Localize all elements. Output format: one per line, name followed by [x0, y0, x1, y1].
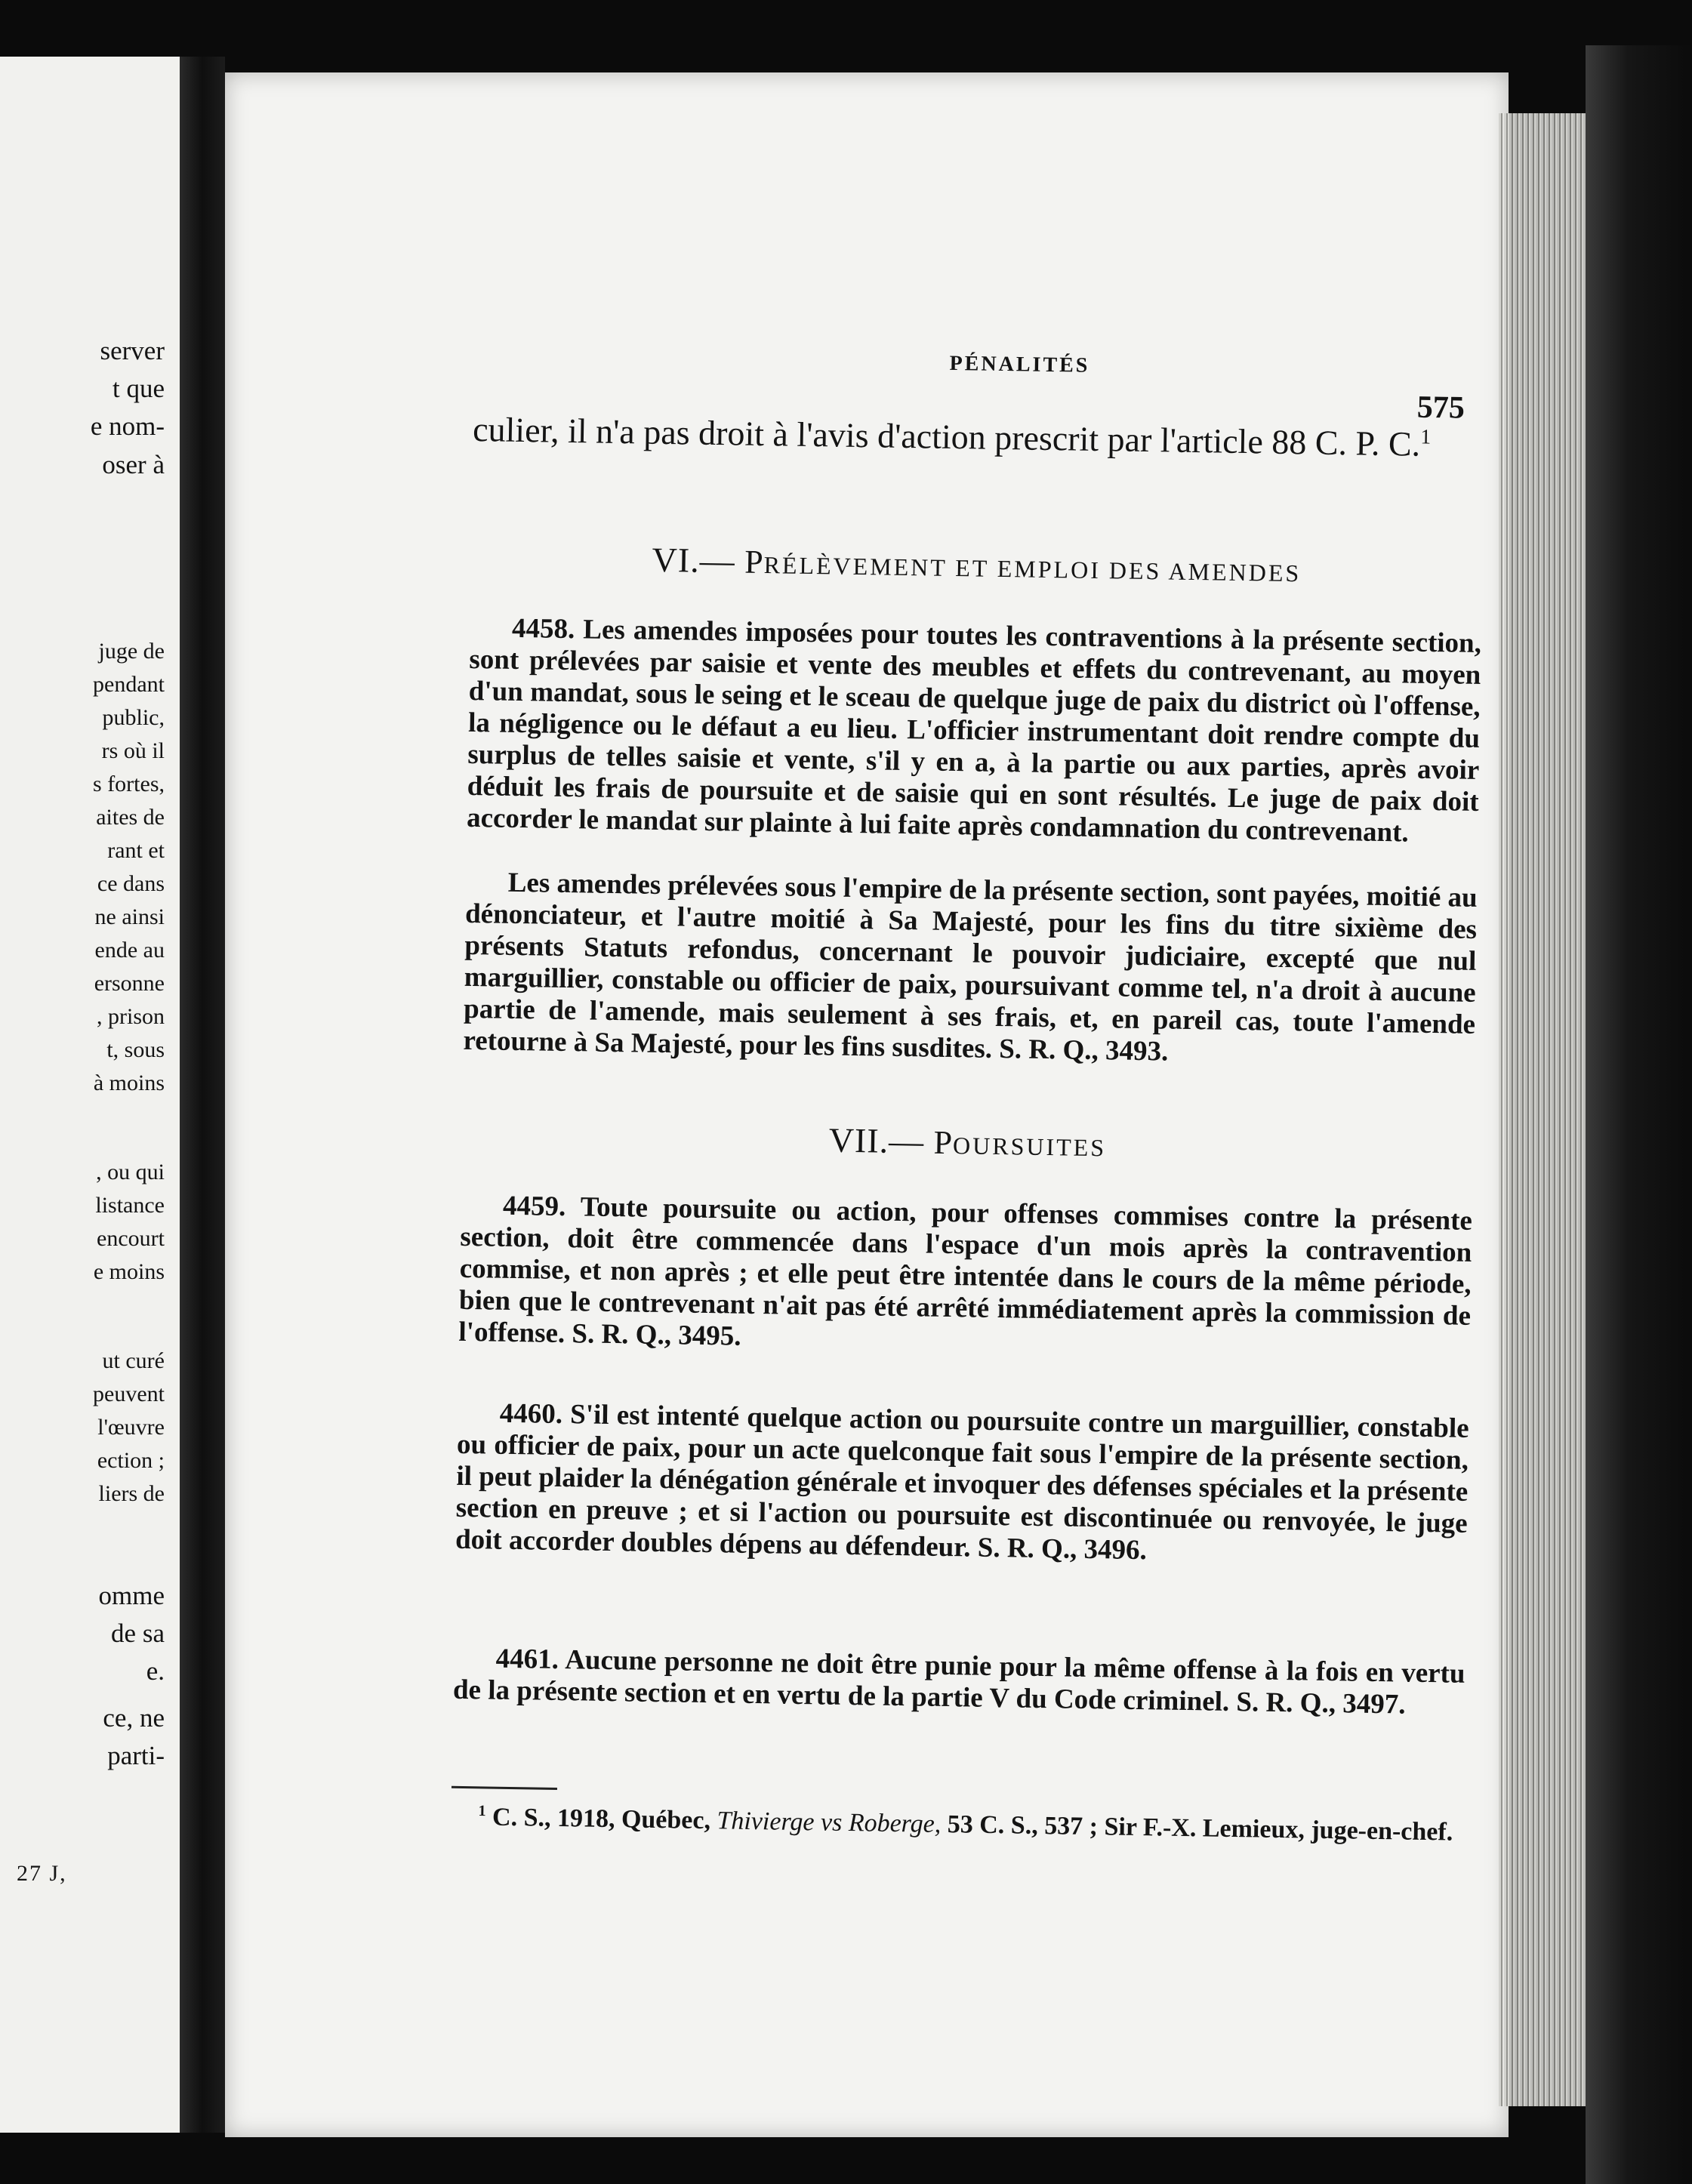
- page-content: [452, 344, 1486, 1847]
- book-page: [225, 72, 1509, 2137]
- article-4460: [455, 1397, 1469, 1572]
- previous-page-line-fragment: t que: [112, 374, 165, 403]
- previous-page-signature: 27 J,: [17, 1861, 67, 1886]
- previous-page-line-fragment: omme: [98, 1581, 165, 1610]
- section-numeral: VII.—: [828, 1120, 925, 1161]
- previous-page-line-fragment: , ou qui: [96, 1160, 165, 1184]
- footnote-marker: 1: [478, 1802, 486, 1820]
- footnote-case-name: Thivierge vs Roberge,: [717, 1807, 942, 1838]
- previous-page-line-fragment: ersonne: [94, 971, 165, 996]
- previous-page-line-fragment: rant et: [107, 838, 165, 863]
- previous-page-line-fragment: liers de: [98, 1481, 165, 1506]
- previous-page-line-fragment: e nom-: [90, 411, 165, 441]
- previous-page-line-fragment: oser à: [102, 450, 165, 479]
- book-gutter: [180, 57, 225, 2133]
- article-4461: [453, 1643, 1465, 1722]
- page-edges: [1499, 113, 1593, 2106]
- footnote-citation-end: 53 C. S., 537 ; Sir F.-X. Lemieux, juge-en-chef.: [947, 1810, 1453, 1847]
- article-text: S'il est intenté quelque action ou poursuite contre un marguillier, constable ou officier de paix, pour un acte quelconque fait sous l'empire de la présente section, il peut plaider la dénégation générale et invoquer des défenses spéciales et la présente section en preuve ; et si l'action ou poursuite est discontinuée ou renvoyée, le juge doit accorder doubles dépens au défendeur. S. R. Q., 3496.: [455, 1399, 1469, 1566]
- article-text: Aucune personne ne doit être punie pour la même offense à la fois en vertu de la présente section et en vertu de la partie V du Code criminel. S. R. Q., 3497.: [452, 1644, 1465, 1720]
- previous-page-line-fragment: public,: [102, 705, 165, 730]
- previous-page-line-fragment: ection ;: [97, 1448, 165, 1473]
- article-number: 4459.: [502, 1190, 566, 1223]
- book-cover-edge: [1586, 45, 1692, 2184]
- previous-page-line-fragment: listance: [95, 1193, 165, 1218]
- previous-page-line-fragment: encourt: [97, 1226, 165, 1251]
- previous-page-line-fragment: l'œuvre: [97, 1415, 165, 1440]
- previous-page-line-fragment: server: [100, 336, 165, 365]
- continuation-paragraph: [473, 411, 1485, 464]
- footnote: [451, 1803, 1462, 1847]
- section-title: RÉLÈVEMENT ET EMPLOI DES AMENDES: [763, 551, 1302, 587]
- previous-page-line-fragment: ende au: [94, 938, 165, 963]
- previous-page-line-fragment: e.: [146, 1656, 165, 1686]
- previous-page-line-fragment: parti-: [107, 1741, 165, 1770]
- running-head: PÉNALITÉS: [949, 351, 1090, 377]
- section-title: OURSUITES: [952, 1132, 1107, 1162]
- article-text: Les amendes prélevées sous l'empire de la présente section, sont payées, moitié au dénonciateur, et l'autre moitié à Sa Majesté, pour les fins du titre sixième des présents Statuts refondus, concernant le pouvoir judiciaire, excepté que nul marguillier, constable ou officier de paix, poursuivant comme tel, n'a droit à aucune partie de l'amende, mais seulement à ses frais, et, en pareil cas, toute l'amende retourne à Sa Majesté, pour les fins susdites. S. R. Q., 3493.: [463, 867, 1478, 1067]
- previous-page-line-fragment: de sa: [111, 1619, 165, 1648]
- footnote-separator: [452, 1786, 557, 1790]
- article-text: Toute poursuite ou action, pour offenses commises contre la présente section, doit être commencée dans l'espace d'un mois après la contravention commise, et non après ; et elle peut être intentée dans le cours de la même période, bien que le contrevenant n'ait pas été arrêté immédiatement après la commission de l'offense. S. R. Q., 3495.: [458, 1191, 1473, 1352]
- article-number: 4461.: [495, 1643, 559, 1675]
- article-4459: [458, 1190, 1472, 1364]
- section-heading-vii: [461, 1114, 1474, 1170]
- section-title-initial: P: [744, 543, 765, 581]
- previous-page-line-fragment: s fortes,: [93, 772, 165, 796]
- footnote-reference: 1: [1420, 424, 1432, 448]
- previous-page-line-fragment: t, sous: [106, 1037, 165, 1062]
- previous-page-line-fragment: , prison: [97, 1004, 165, 1029]
- section-heading-vi: [470, 537, 1483, 593]
- article-4458-paragraph-1: [467, 612, 1481, 850]
- previous-page-line-fragment: aites de: [96, 805, 165, 830]
- article-number: 4458.: [511, 612, 575, 645]
- article-text: Les amendes imposées pour toutes les contraventions à la présente section, sont prélevées par saisie et vente des meubles et effets du contrevenant, au moyen d'un mandat, sous le seing et le sceau de quelque juge de paix du district où l'offense, la négligence ou le défaut a eu lieu. L'officier instrumentant doit rendre compte du surplus de telles saisie et vente, s'il y en a, à la partie ou aux parties, après avoir déduit les frais de poursuite et de saisie qui en sont résultés. Le juge de paix doit accorder le mandat sur plainte à lui faite après condamnation du contrevenant.: [466, 614, 1482, 849]
- previous-page-line-fragment: à moins: [93, 1070, 165, 1095]
- previous-page-line-fragment: peuvent: [93, 1382, 165, 1406]
- section-title-initial: P: [933, 1123, 954, 1162]
- continuation-text: culier, il n'a pas droit à l'avis d'action prescrit par l'article 88 C. P. C.: [472, 409, 1421, 464]
- previous-page-fragment: [0, 57, 180, 2133]
- previous-page-line-fragment: pendant: [93, 672, 165, 697]
- previous-page-line-fragment: ce dans: [97, 871, 165, 896]
- previous-page-line-fragment: juge de: [98, 639, 165, 664]
- previous-page-line-fragment: ut curé: [102, 1348, 165, 1373]
- previous-page-line-fragment: e moins: [93, 1259, 165, 1284]
- previous-page-line-fragment: ne ainsi: [94, 904, 165, 929]
- section-numeral: VI.—: [652, 540, 736, 581]
- article-4458-paragraph-2: [463, 867, 1478, 1073]
- footnote-citation: C. S., 1918, Québec,: [492, 1803, 711, 1835]
- article-number: 4460.: [499, 1397, 563, 1431]
- previous-page-line-fragment: rs où il: [101, 738, 165, 763]
- page-number: 575: [1416, 390, 1465, 426]
- previous-page-line-fragment: ce, ne: [103, 1703, 165, 1733]
